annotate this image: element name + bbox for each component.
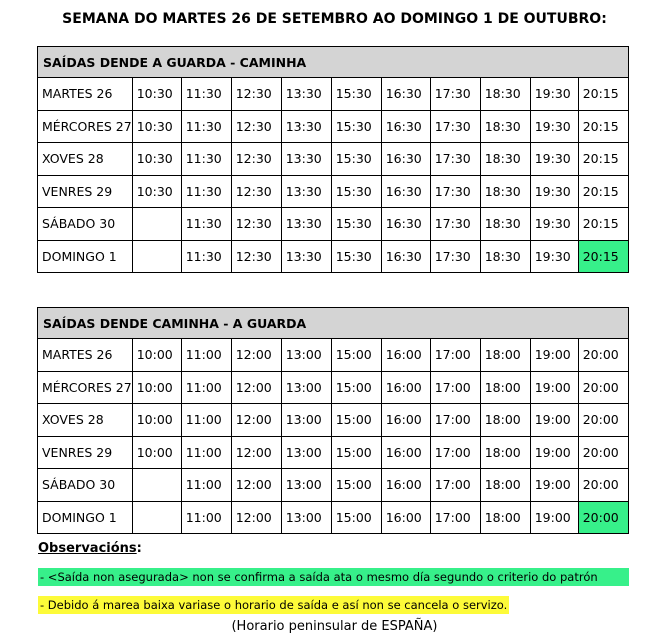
time-cell: 11:30 — [181, 240, 231, 273]
table-row — [38, 208, 629, 241]
time-cell: 19:00 — [530, 469, 578, 502]
time-cell: 12:00 — [231, 436, 281, 469]
time-cell: 20:00 — [578, 436, 628, 469]
time-cell: 18:00 — [480, 501, 530, 534]
time-cell: 20:00 — [578, 469, 628, 502]
table-row — [38, 143, 629, 176]
table-row — [38, 175, 629, 208]
time-cell: 20:15 — [578, 175, 628, 208]
table-row — [38, 436, 629, 469]
time-cell: 17:00 — [430, 404, 480, 437]
time-cell: 15:00 — [331, 469, 381, 502]
time-cell: 12:00 — [231, 404, 281, 437]
time-cell: 17:30 — [430, 110, 480, 143]
time-cell: 20:00 — [578, 371, 628, 404]
time-cell: 18:30 — [480, 78, 530, 111]
time-cell: 10:30 — [132, 110, 181, 143]
time-cell: 15:30 — [331, 143, 381, 176]
time-cell: 16:00 — [381, 436, 430, 469]
time-cell: 16:30 — [381, 110, 430, 143]
time-cell: 16:00 — [381, 501, 430, 534]
time-cell: 13:30 — [281, 240, 331, 273]
table-row — [38, 501, 629, 534]
time-cell: 13:00 — [281, 501, 331, 534]
time-cell: 20:15 — [578, 208, 628, 241]
time-cell: 18:00 — [480, 371, 530, 404]
time-cell: 16:00 — [381, 404, 430, 437]
time-cell: 20:00 — [578, 339, 628, 372]
day-cell: MARTES 26 — [38, 78, 133, 111]
time-cell: 17:00 — [430, 371, 480, 404]
time-cell: 15:00 — [331, 404, 381, 437]
time-cell: 11:00 — [181, 436, 231, 469]
time-cell: 17:30 — [430, 240, 480, 273]
table-header: SAÍDAS DENDE CAMINHA - A GUARDA — [38, 308, 629, 339]
time-cell: 10:00 — [132, 436, 181, 469]
day-cell: XOVES 28 — [38, 404, 133, 437]
table-row — [38, 339, 629, 372]
day-cell: SÁBADO 30 — [38, 469, 133, 502]
time-cell: 13:30 — [281, 110, 331, 143]
day-cell: SÁBADO 30 — [38, 208, 133, 241]
time-cell: 10:00 — [132, 371, 181, 404]
time-cell: 15:00 — [331, 501, 381, 534]
time-cell: 12:30 — [231, 143, 281, 176]
observations-title: Observacións — [38, 541, 137, 556]
time-cell: 16:30 — [381, 143, 430, 176]
time-cell: 11:30 — [181, 175, 231, 208]
time-cell: 11:00 — [181, 501, 231, 534]
time-cell: 13:00 — [281, 371, 331, 404]
time-cell: 19:30 — [530, 143, 578, 176]
time-cell: 19:00 — [530, 339, 578, 372]
time-cell: 13:00 — [281, 436, 331, 469]
time-cell — [132, 208, 181, 241]
time-cell: 16:00 — [381, 371, 430, 404]
time-cell: 19:30 — [530, 240, 578, 273]
time-cell: 13:30 — [281, 143, 331, 176]
time-cell: 10:00 — [132, 404, 181, 437]
time-cell: 11:30 — [181, 208, 231, 241]
time-cell: 17:00 — [430, 339, 480, 372]
timezone-footer: (Horario peninsular de ESPAÑA) — [231, 619, 438, 634]
time-cell: 12:30 — [231, 175, 281, 208]
time-cell: 19:30 — [530, 175, 578, 208]
time-cell: 10:00 — [132, 339, 181, 372]
time-cell: 15:30 — [331, 110, 381, 143]
day-cell: MARTES 26 — [38, 339, 133, 372]
time-cell: 11:30 — [181, 78, 231, 111]
note-unconfirmed-departure: - <Saída non asegurada> non se confirma a saída ata o mesmo día segundo o criterio do patrón — [38, 568, 629, 586]
time-cell: 12:00 — [231, 371, 281, 404]
time-cell: 18:30 — [480, 143, 530, 176]
time-cell — [132, 469, 181, 502]
time-cell: 13:00 — [281, 469, 331, 502]
time-cell: 15:30 — [331, 208, 381, 241]
time-cell: 17:00 — [430, 436, 480, 469]
time-cell: 17:30 — [430, 208, 480, 241]
observations-heading — [38, 541, 142, 556]
time-cell: 18:30 — [480, 208, 530, 241]
time-cell: 17:00 — [430, 469, 480, 502]
day-cell: MÉRCORES 27 — [38, 110, 133, 143]
time-cell: 12:30 — [231, 240, 281, 273]
time-cell: 17:30 — [430, 175, 480, 208]
day-cell: MÉRCORES 27 — [38, 371, 133, 404]
day-cell: DOMINGO 1 — [38, 240, 133, 273]
page-title: SEMANA DO MARTES 26 DE SETEMBRO AO DOMINGO 1 DE OUTUBRO: — [62, 11, 607, 27]
time-cell: 20:15 — [578, 240, 628, 273]
time-cell: 20:00 — [578, 501, 628, 534]
time-cell: 16:00 — [381, 469, 430, 502]
time-cell: 17:00 — [430, 501, 480, 534]
time-cell: 16:30 — [381, 175, 430, 208]
time-cell: 18:00 — [480, 339, 530, 372]
time-cell: 19:00 — [530, 404, 578, 437]
time-cell: 20:15 — [578, 143, 628, 176]
schedule-table-caminha-guarda — [37, 307, 629, 534]
time-cell: 16:30 — [381, 78, 430, 111]
schedule-table-guarda-caminha — [37, 46, 629, 273]
time-cell: 15:30 — [331, 175, 381, 208]
time-cell: 11:00 — [181, 339, 231, 372]
time-cell: 11:00 — [181, 404, 231, 437]
time-cell: 11:00 — [181, 371, 231, 404]
time-cell: 13:30 — [281, 175, 331, 208]
time-cell: 12:00 — [231, 339, 281, 372]
time-cell — [132, 501, 181, 534]
time-cell: 19:30 — [530, 110, 578, 143]
table-row — [38, 404, 629, 437]
time-cell: 16:00 — [381, 339, 430, 372]
time-cell: 16:30 — [381, 208, 430, 241]
time-cell: 18:30 — [480, 240, 530, 273]
time-cell: 12:00 — [231, 501, 281, 534]
time-cell: 11:00 — [181, 469, 231, 502]
time-cell: 12:30 — [231, 208, 281, 241]
time-cell: 19:00 — [530, 501, 578, 534]
table-row — [38, 240, 629, 273]
time-cell: 15:00 — [331, 371, 381, 404]
time-cell: 15:00 — [331, 339, 381, 372]
time-cell: 18:30 — [480, 110, 530, 143]
time-cell: 13:30 — [281, 208, 331, 241]
time-cell: 19:00 — [530, 371, 578, 404]
time-cell: 12:30 — [231, 110, 281, 143]
time-cell: 18:00 — [480, 469, 530, 502]
time-cell: 12:30 — [231, 78, 281, 111]
time-cell: 13:00 — [281, 339, 331, 372]
time-cell: 20:00 — [578, 404, 628, 437]
table-row — [38, 469, 629, 502]
observations-colon: : — [136, 541, 142, 556]
time-cell: 10:30 — [132, 143, 181, 176]
time-cell: 17:30 — [430, 78, 480, 111]
time-cell: 19:00 — [530, 436, 578, 469]
time-cell: 15:00 — [331, 436, 381, 469]
time-cell: 11:30 — [181, 110, 231, 143]
time-cell: 19:30 — [530, 208, 578, 241]
table-header: SAÍDAS DENDE A GUARDA - CAMINHA — [38, 47, 629, 78]
day-cell: VENRES 29 — [38, 175, 133, 208]
day-cell: DOMINGO 1 — [38, 501, 133, 534]
table-row — [38, 110, 629, 143]
time-cell: 11:30 — [181, 143, 231, 176]
time-cell: 16:30 — [381, 240, 430, 273]
table-row — [38, 371, 629, 404]
time-cell: 12:00 — [231, 469, 281, 502]
table-row — [38, 78, 629, 111]
day-cell: VENRES 29 — [38, 436, 133, 469]
day-cell: XOVES 28 — [38, 143, 133, 176]
time-cell: 18:30 — [480, 175, 530, 208]
time-cell: 10:30 — [132, 175, 181, 208]
time-cell: 10:30 — [132, 78, 181, 111]
time-cell: 20:15 — [578, 78, 628, 111]
time-cell: 18:00 — [480, 436, 530, 469]
time-cell: 13:30 — [281, 78, 331, 111]
time-cell: 15:30 — [331, 240, 381, 273]
time-cell: 19:30 — [530, 78, 578, 111]
time-cell — [132, 240, 181, 273]
time-cell: 17:30 — [430, 143, 480, 176]
time-cell: 13:00 — [281, 404, 331, 437]
time-cell: 15:30 — [331, 78, 381, 111]
time-cell: 18:00 — [480, 404, 530, 437]
note-low-tide: - Debido á marea baixa variase o horario de saída e así non se cancela o servizo. — [40, 598, 508, 612]
time-cell: 20:15 — [578, 110, 628, 143]
